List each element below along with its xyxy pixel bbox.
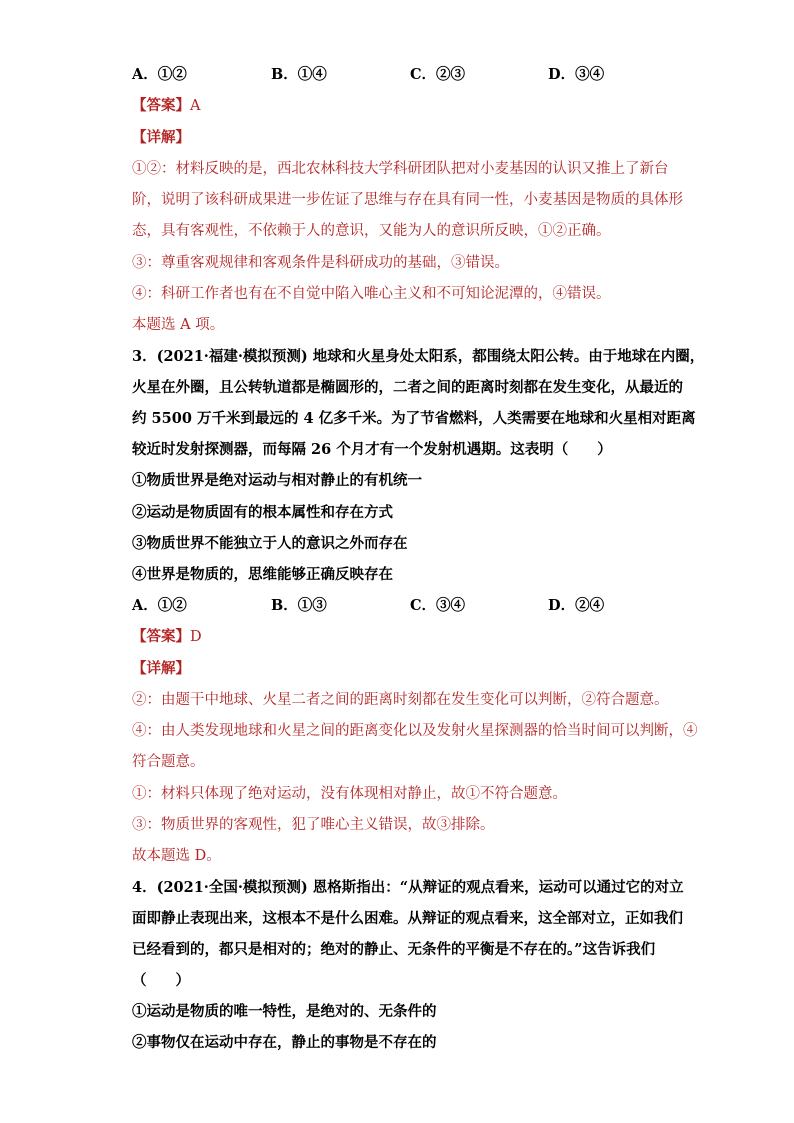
question-stem-line: 面即静止表现出来，这根本不是什么困难。从辩证的观点看来，这全部对立，正如我们 (132, 910, 683, 927)
answer-label: 【答案】 (132, 97, 190, 114)
question-stem-line: 4．(2021·全国·模拟预测) 恩格斯指出：“从辩证的观点看来，运动可以通过它的对立 (132, 879, 684, 896)
answer-line (132, 627, 202, 647)
detail-line: 故本题选 D。 (132, 848, 221, 864)
option-a: A．①② (132, 597, 187, 614)
detail-line: ①：材料只体现了绝对运动，没有体现相对静止，故①不符合题意。 (132, 786, 567, 802)
detail-line: 本题选 A 项。 (132, 317, 225, 333)
detail-line: 阶，说明了该科研成果进一步佐证了思维与存在具有同一性，小麦基因是物质的具体形 (132, 192, 683, 208)
option-b: B．①③ (271, 597, 327, 614)
detail-line: 态，具有客观性，不依赖于人的意识，又能为人的意识所反映，①②正确。 (132, 223, 611, 239)
option-a: A．①② (132, 66, 187, 83)
detail-line: 符合题意。 (132, 754, 205, 770)
question-stem-line: 较近时发射探测器，而每隔 26 个月才有一个发射机遇期。这表明（ ） (132, 441, 612, 458)
option-d: D．③④ (548, 66, 605, 83)
answer-value: A (190, 98, 201, 114)
option-c: C．③④ (410, 597, 466, 614)
answer-label: 【答案】 (132, 628, 190, 645)
detail-line: ③：物质世界的客观性，犯了唯心主义错误，故③排除。 (132, 817, 495, 833)
answer-line (132, 96, 200, 116)
detail-line: ③：尊重客观规律和客观条件是科研成功的基础，③错误。 (132, 255, 509, 271)
question-stem-line: 3．(2021·福建·模拟预测) 地球和火星身处太阳系，都围绕太阳公转。由于地球在内圈， (132, 348, 705, 365)
statement-item: ①物质世界是绝对运动与相对静止的有机统一 (132, 472, 422, 489)
statement-item: ②事物仅在运动中存在，静止的事物是不存在的 (132, 1034, 437, 1051)
detail-label: 【详解】 (132, 129, 190, 146)
option-d: D．②④ (548, 597, 605, 614)
statement-item: ③物质世界不能独立于人的意识之外而存在 (132, 535, 408, 552)
detail-line: ②：由题干中地球、火星二者之间的距离时刻都在发生变化可以判断，②符合题意。 (132, 692, 669, 708)
question-stem-line: 约 5500 万千米到最远的 4 亿多千米。为了节省燃料，人类需要在地球和火星相对距离 (132, 410, 696, 427)
question-stem-line: （ ） (132, 972, 190, 989)
statement-item: ②运动是物质固有的根本属性和存在方式 (132, 504, 393, 521)
answer-value: D (190, 629, 202, 645)
detail-line: ①②：材料反映的是，西北农林科技大学科研团队把对小麦基因的认识又推上了新台 (132, 161, 669, 177)
option-b: B．①④ (271, 66, 327, 83)
question-stem-line: 火星在外圈，且公转轨道都是椭圆形的，二者之间的距离时刻都在发生变化，从最近的 (132, 379, 683, 396)
option-c: C．②③ (410, 66, 466, 83)
question-stem-line: 已经看到的，都只是相对的；绝对的静止、无条件的平衡是不存在的。”这告诉我们 (132, 941, 656, 958)
statement-item: ④世界是物质的，思维能够正确反映存在 (132, 566, 393, 583)
detail-label: 【详解】 (132, 660, 190, 677)
detail-line: ④：科研工作者也有在不自觉中陷入唯心主义和不可知论泥潭的，④错误。 (132, 286, 611, 302)
detail-line: ④：由人类发现地球和火星之间的距离变化以及发射火星探测器的恰当时间可以判断，④ (132, 723, 698, 739)
statement-item: ①运动是物质的唯一特性，是绝对的、无条件的 (132, 1003, 437, 1020)
